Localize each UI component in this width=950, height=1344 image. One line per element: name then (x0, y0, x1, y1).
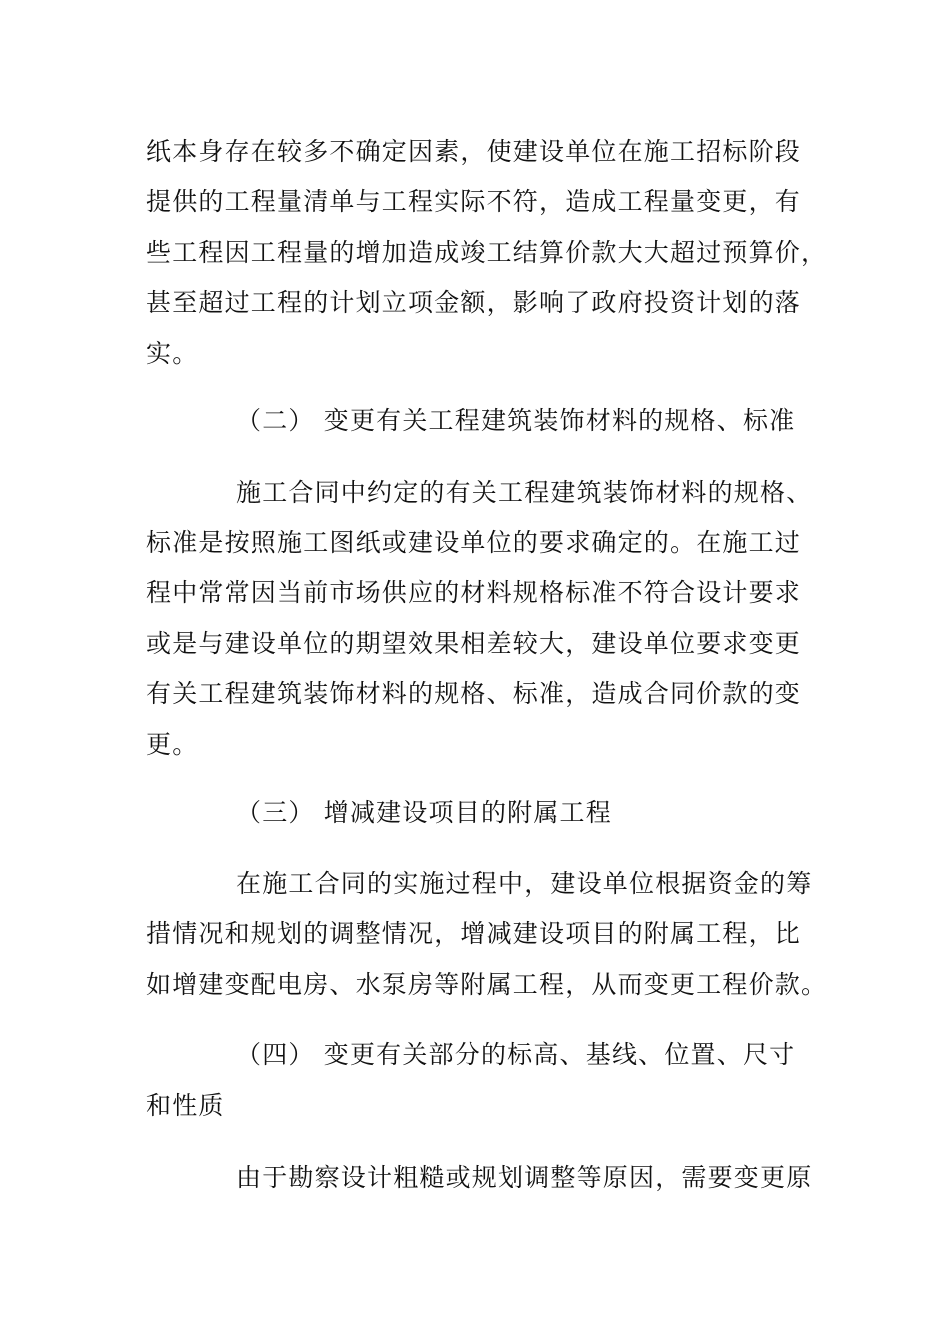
paragraph-line: 或是与建设单位的期望效果相差较大，建设单位要求变更 (146, 629, 802, 658)
paragraph-line: 在施工合同的实施过程中，建设单位根据资金的筹 (236, 869, 813, 898)
section-heading-3: （三） 增减建设项目的附属工程 (236, 798, 612, 827)
paragraph-line: 施工合同中约定的有关工程建筑装饰材料的规格、 (236, 478, 813, 507)
paragraph-line: 由于勘察设计粗糙或规划调整等原因，需要变更原 (236, 1163, 813, 1192)
section-heading-line: （四） 变更有关部分的标高、基线、位置、尺寸 (236, 1040, 796, 1069)
paragraph-line: 措情况和规划的调整情况，增减建设项目的附属工程，比 (146, 919, 802, 948)
paragraph-line: 提供的工程量清单与工程实际不符，造成工程量变更，有 (146, 187, 802, 216)
paragraph-line: 如增建变配电房、水泵房等附属工程，从而变更工程价款。 (146, 970, 828, 999)
paragraph-line: 更。 (146, 730, 199, 759)
paragraph-line: 实。 (146, 339, 199, 368)
paragraph-line: 纸本身存在较多不确定因素，使建设单位在施工招标阶段 (146, 137, 802, 166)
paragraph-line: 些工程因工程量的增加造成竣工结算价款大大超过预算价， (146, 238, 828, 267)
section-heading-2: （二） 变更有关工程建筑装饰材料的规格、标准 (236, 406, 796, 435)
paragraph-line: 标准是按照施工图纸或建设单位的要求确定的。在施工过 (146, 528, 802, 557)
paragraph-line: 有关工程建筑装饰材料的规格、标准，造成合同价款的变 (146, 679, 802, 708)
section-heading-line: 和性质 (146, 1091, 225, 1120)
paragraph-line: 甚至超过工程的计划立项金额，影响了政府投资计划的落 (146, 288, 802, 317)
paragraph-line: 程中常常因当前市场供应的材料规格标准不符合设计要求 (146, 578, 802, 607)
